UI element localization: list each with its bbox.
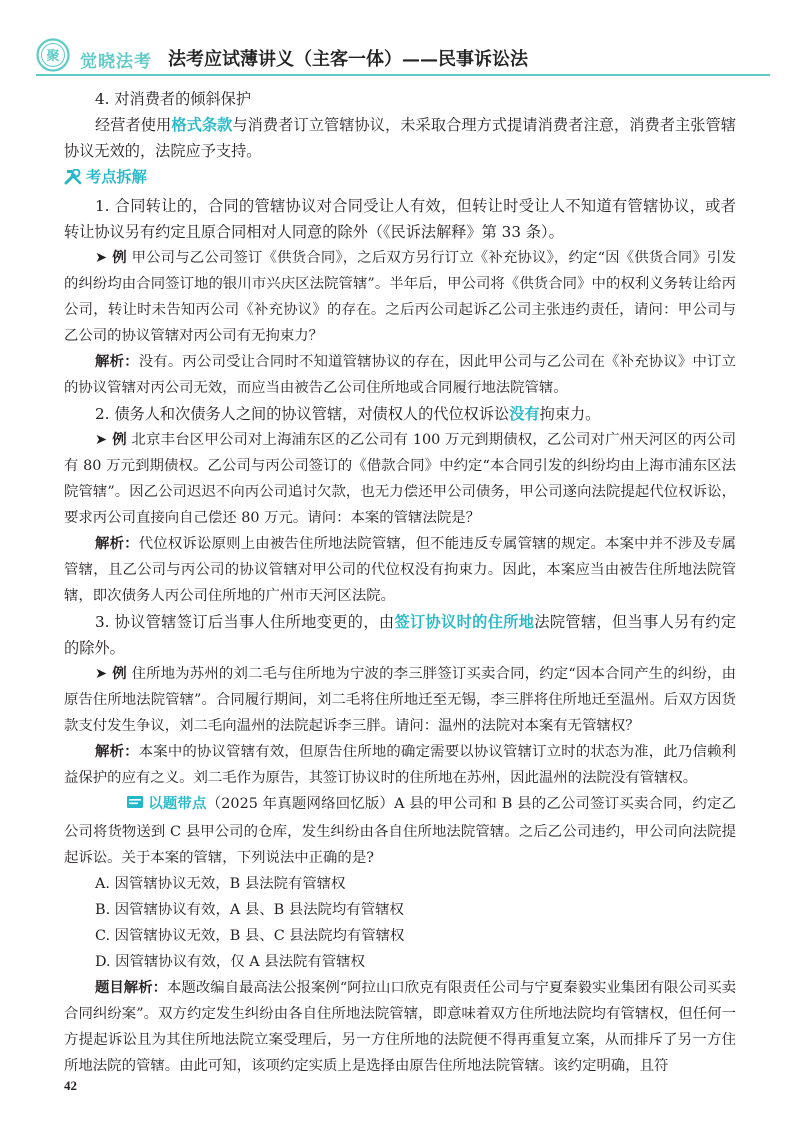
question-stem: 以题带点（2025 年真题网络回忆版）A 县的甲公司和 B 县的乙公司签订买卖合同，约定乙公司将货物送到 C 县甲公司的仓库，发生纠纷由各自住所地法院管辖。之后乙公司违约，甲公司向法院提起诉讼。关于本案的管辖，下列说法中正确的是? — [64, 791, 736, 871]
arrow-marker-icon: ➤ — [95, 250, 113, 266]
tools-icon — [64, 167, 86, 193]
analysis-1: 解析：没有。丙公司受让合同时不知道管辖协议的存在，因此甲公司与乙公司在《补充协议》中订立的协议管辖对丙公司无效，而应当由被告乙公司住所地或合同履行地法院管辖。 — [64, 354, 736, 396]
point-1-text: 1. 合同转让的，合同的管辖协议对合同受让人有效，但转让时受让人不知道有管辖协议，或者转让协议另有约定且原合同相对人同意的除外（《民诉法解释》第 33 条）。 — [64, 197, 736, 241]
highlight-format-terms: 格式条款 — [171, 116, 233, 134]
option-b: B. 因管辖协议有效，A 县、B 县法院均有管辖权 — [95, 902, 404, 918]
book-title: 法考应试薄讲义（主客一体）——民事诉讼法 — [168, 49, 528, 70]
book-icon — [95, 793, 144, 819]
page-header — [0, 0, 800, 78]
brand-name: 觉晓法考 — [80, 52, 152, 72]
analysis-3: 解析：本案中的协议管辖有效，但原告住所地的确定需要以协议管辖订立时的状态为准，此乃信赖利益保护的应有之义。刘二毛作为原告，其签订协议时的住所地在苏州，因此温州的法院没有管辖权。 — [64, 744, 736, 786]
option-d: D. 因管辖协议有效，仅 A 县法院有管辖权 — [95, 954, 365, 970]
arrow-marker-icon: ➤ — [95, 432, 113, 448]
point-2-text: 2. 债务人和次债务人之间的协议管辖，对债权人的代位权诉讼没有拘束力。 — [95, 405, 601, 423]
section-4-paragraph: 经营者使用格式条款与消费者订立管辖协议，未采取合理方式提请消费者注意，消费者主张管辖协议无效的，法院应予支持。 — [64, 116, 737, 160]
page-body — [64, 86, 736, 1079]
page-number: 42 — [64, 1078, 77, 1093]
highlight-signing-domicile: 签订协议时的住所地 — [394, 613, 535, 631]
arrow-marker-icon: ➤ — [95, 666, 113, 682]
example-3: ➤ 例 住所地为苏州的刘二毛与住所地为宁波的李三胖签订买卖合同，约定“因本合同产生的纠纷，由原告住所地法院管辖”。合同履行期间，刘二毛将住所地迁至无锡，李三胖将住所地迁至温州。后双方因货款支付发生争议，刘二毛向温州的法院起诉李三胖。请问：温州的法院对本案有无管辖权？ — [64, 666, 736, 734]
example-2: ➤ 例 北京丰台区甲公司对上海浦东区的乙公司有 100 万元到期债权，乙公司对广州天河区的丙公司有 80 万元到期债权。乙公司与丙公司签订的《借款合同》中约定“本合同引发的纠纷均由上海市浦东区法院管辖”。因乙公司迟迟不向丙公司追讨欠款，也无力偿还甲公司债务，甲公司遂向法院提起代位权诉讼，要求丙公司直接向自己偿还 80 万元。请问：本案的管辖法院是？ — [64, 432, 736, 526]
brand-logo-icon — [36, 38, 70, 72]
option-c: C. 因管辖协议无效，B 县、C 县法院均有管辖权 — [95, 928, 405, 944]
highlight-no: 没有 — [509, 405, 540, 423]
option-a: A. 因管辖协议无效，B 县法院有管辖权 — [95, 876, 346, 892]
section-4-heading: 4. 对消费者的倾斜保护 — [95, 90, 252, 108]
point-3-text: 3. 协议管辖签订后当事人住所地变更的，由签订协议时的住所地法院管辖，但当事人另有约定的除外。 — [64, 613, 737, 657]
analysis-2: 解析：代位权诉讼原则上由被告住所地法院管辖，但不能违反专属管辖的规定。本案中并不涉及专属管辖，且乙公司与丙公司的协议管辖对甲公司的代位权没有拘束力。因此，本案应当由被告住所地法院管辖，即次债务人丙公司住所地的广州市天河区法院。 — [64, 536, 736, 604]
kaodian-heading: 考点拆解 — [64, 164, 736, 193]
logo-char: 聚 — [46, 49, 60, 64]
header-divider — [36, 74, 770, 76]
question-analysis: 题目解析：本题改编自最高法公报案例“阿拉山口欣克有限责任公司与宁夏秦毅实业集团有限公司买卖合同纠纷案”。双方约定发生纠纷由各自住所地法院管辖，即意味着双方住所地法院均有管辖权，但任何一方提起诉讼且为其住所地法院立案受理后，另一方住所地的法院便不得再重复立案，从而排斥了另一方住所地法院的管辖。由此可知，该项约定实质上是选择由原告住所地法院管辖。该约定明确，且符 — [64, 980, 736, 1074]
example-1: ➤ 例 甲公司与乙公司签订《供货合同》，之后双方另行订立《补充协议》，约定“因《供货合同》引发的纠纷均由合同签订地的银川市兴庆区法院管辖”。半年后，甲公司将《供货合同》中的权利义务转让给丙公司，转让时未告知丙公司《补充协议》的存在。之后丙公司起诉乙公司主张违约责任，请问：甲公司与乙公司的协议管辖对丙公司有无拘束力？ — [64, 250, 736, 344]
